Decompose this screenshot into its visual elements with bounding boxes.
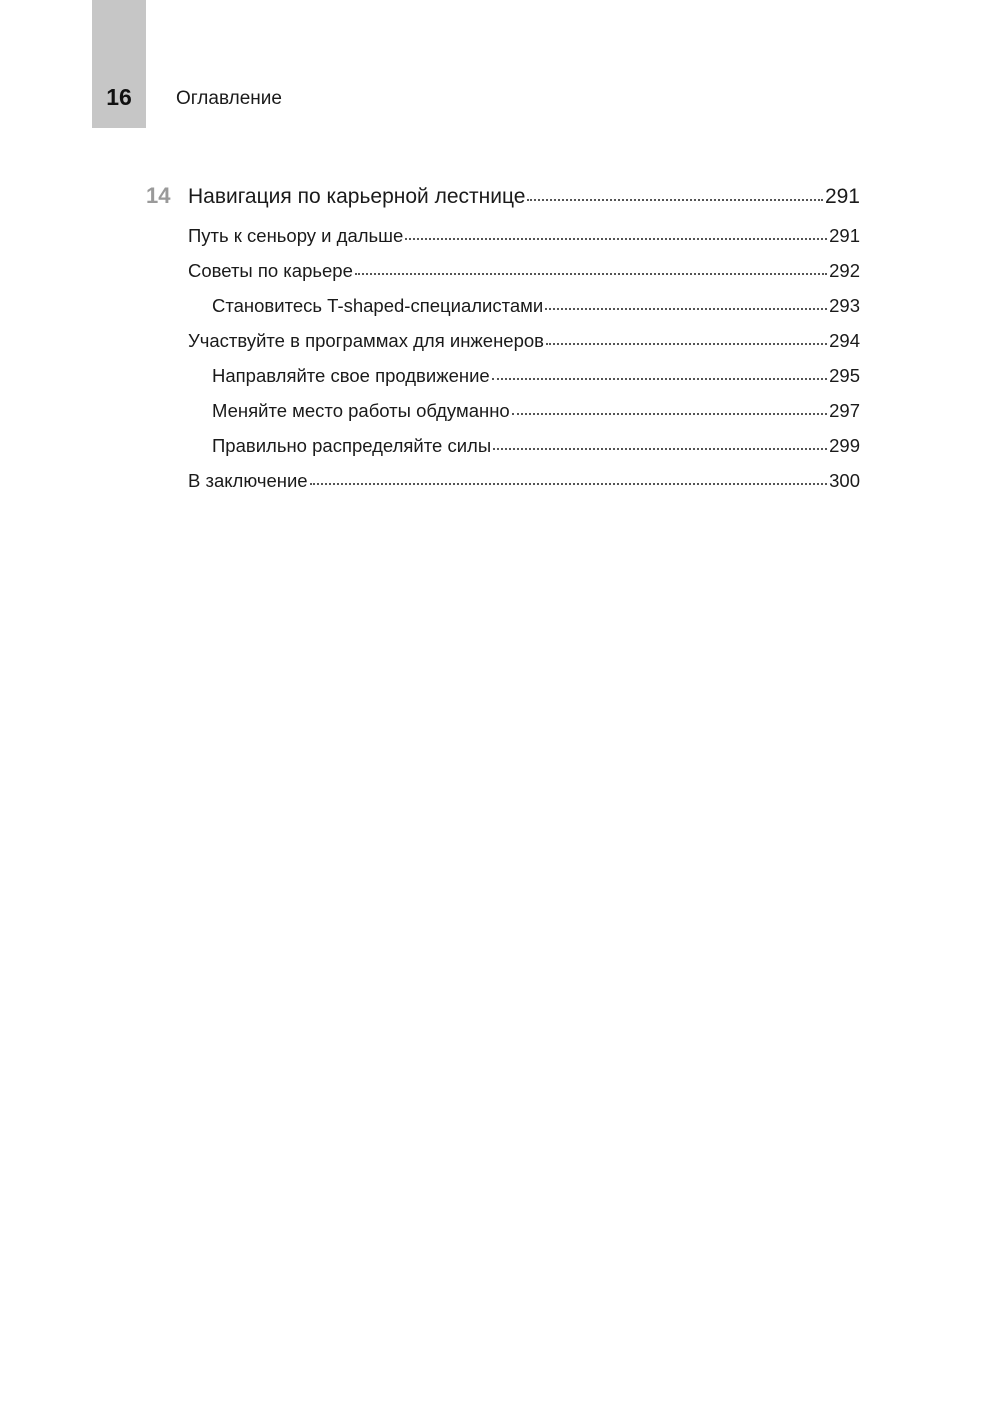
dot-leader [545, 304, 827, 310]
toc-entry[interactable] [146, 463, 860, 498]
toc-entry[interactable] [146, 288, 860, 323]
dot-leader [355, 269, 827, 275]
toc-entry-title: Советы по карьере [188, 260, 353, 281]
dot-leader [492, 374, 827, 380]
toc-entry[interactable] [146, 253, 860, 288]
dot-leader [546, 339, 827, 345]
toc-entry-title: Путь к сеньору и дальше [188, 225, 404, 246]
toc-entry-title: Направляйте свое продвижение [212, 365, 490, 386]
dot-leader [512, 409, 827, 415]
toc-entry-title: В заключение [188, 470, 308, 491]
toc-entry-title: Правильно распределяйте силы [212, 435, 492, 456]
chapter-page: 291 [824, 185, 860, 208]
toc-entry-page: 291 [829, 225, 860, 246]
running-header: Оглавление [176, 88, 282, 109]
toc-entry-title: Меняйте место работы обдуманно [212, 400, 510, 421]
dot-leader [493, 444, 827, 450]
table-of-contents [146, 178, 860, 498]
chapter-number: 14 [146, 183, 171, 208]
toc-chapter-row[interactable] [146, 178, 860, 215]
toc-entry-page: 297 [829, 400, 860, 421]
toc-entry[interactable] [146, 393, 860, 428]
page-number: 16 [106, 84, 132, 110]
toc-entry-page: 295 [829, 365, 860, 386]
dot-leader [405, 234, 827, 240]
toc-entry-title: Участвуйте в программах для инженеров [188, 330, 544, 351]
toc-entry-page: 292 [829, 260, 860, 281]
toc-entry[interactable] [146, 358, 860, 393]
chapter-title: Навигация по карьерной лестнице [188, 185, 526, 208]
toc-entry[interactable] [146, 428, 860, 463]
toc-entry-page: 294 [829, 330, 860, 351]
toc-entry[interactable] [146, 323, 860, 358]
toc-entry-page: 293 [829, 295, 860, 316]
toc-entry[interactable] [146, 218, 860, 253]
dot-leader [310, 479, 828, 485]
dot-leader [527, 195, 822, 201]
toc-entry-page: 299 [829, 435, 860, 456]
toc-entry-page: 300 [829, 470, 860, 491]
toc-entry-title: Становитесь T-shaped-специалистами [212, 295, 544, 316]
